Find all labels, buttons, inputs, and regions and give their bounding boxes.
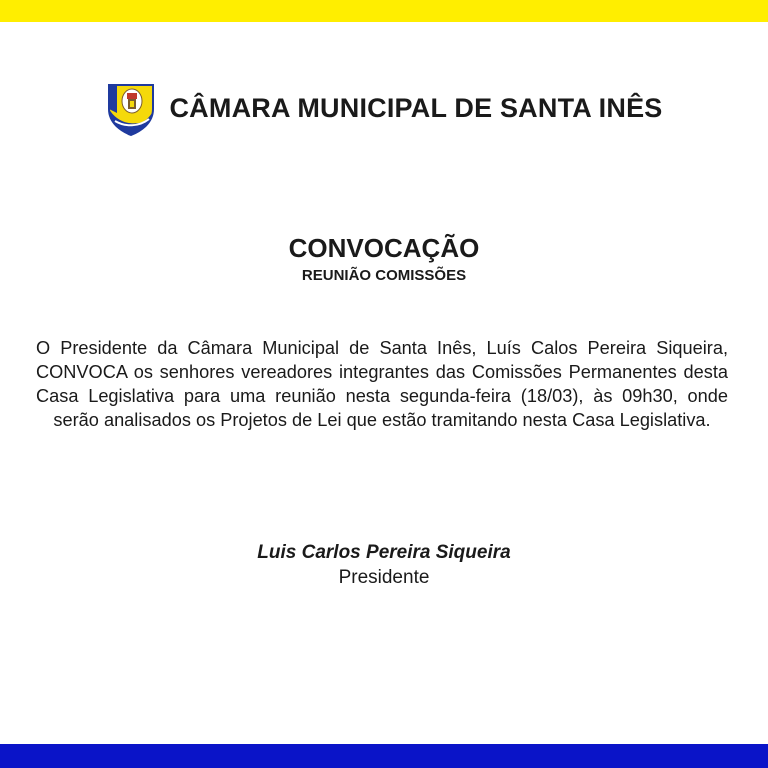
header (0, 78, 768, 138)
signatory-role: Presidente (338, 567, 430, 588)
top-yellow-band (0, 0, 768, 22)
title-block (0, 232, 768, 286)
document-title: CONVOCAÇÃO (288, 233, 480, 263)
signature-block (0, 540, 768, 590)
coat-of-arms-icon (105, 79, 157, 137)
signatory-name: Luis Carlos Pereira Siqueira (257, 542, 511, 563)
bottom-blue-band (0, 744, 768, 768)
document-body: O Presidente da Câmara Municipal de Santa Inês, Luís Calos Pereira Siqueira, CONVOCA os senhores vereadores integrantes das Comissões Permanentes desta Casa Legislativa para uma reunião nesta segunda-feira (18/03), às 09h30, onde serão analisados os Projetos de Lei que estão tramitando nesta Casa Legislativa. (36, 338, 728, 430)
org-name: CÂMARA MUNICIPAL DE SANTA INÊS (169, 92, 663, 123)
document-subtitle: REUNIÃO COMISSÕES (301, 267, 467, 284)
